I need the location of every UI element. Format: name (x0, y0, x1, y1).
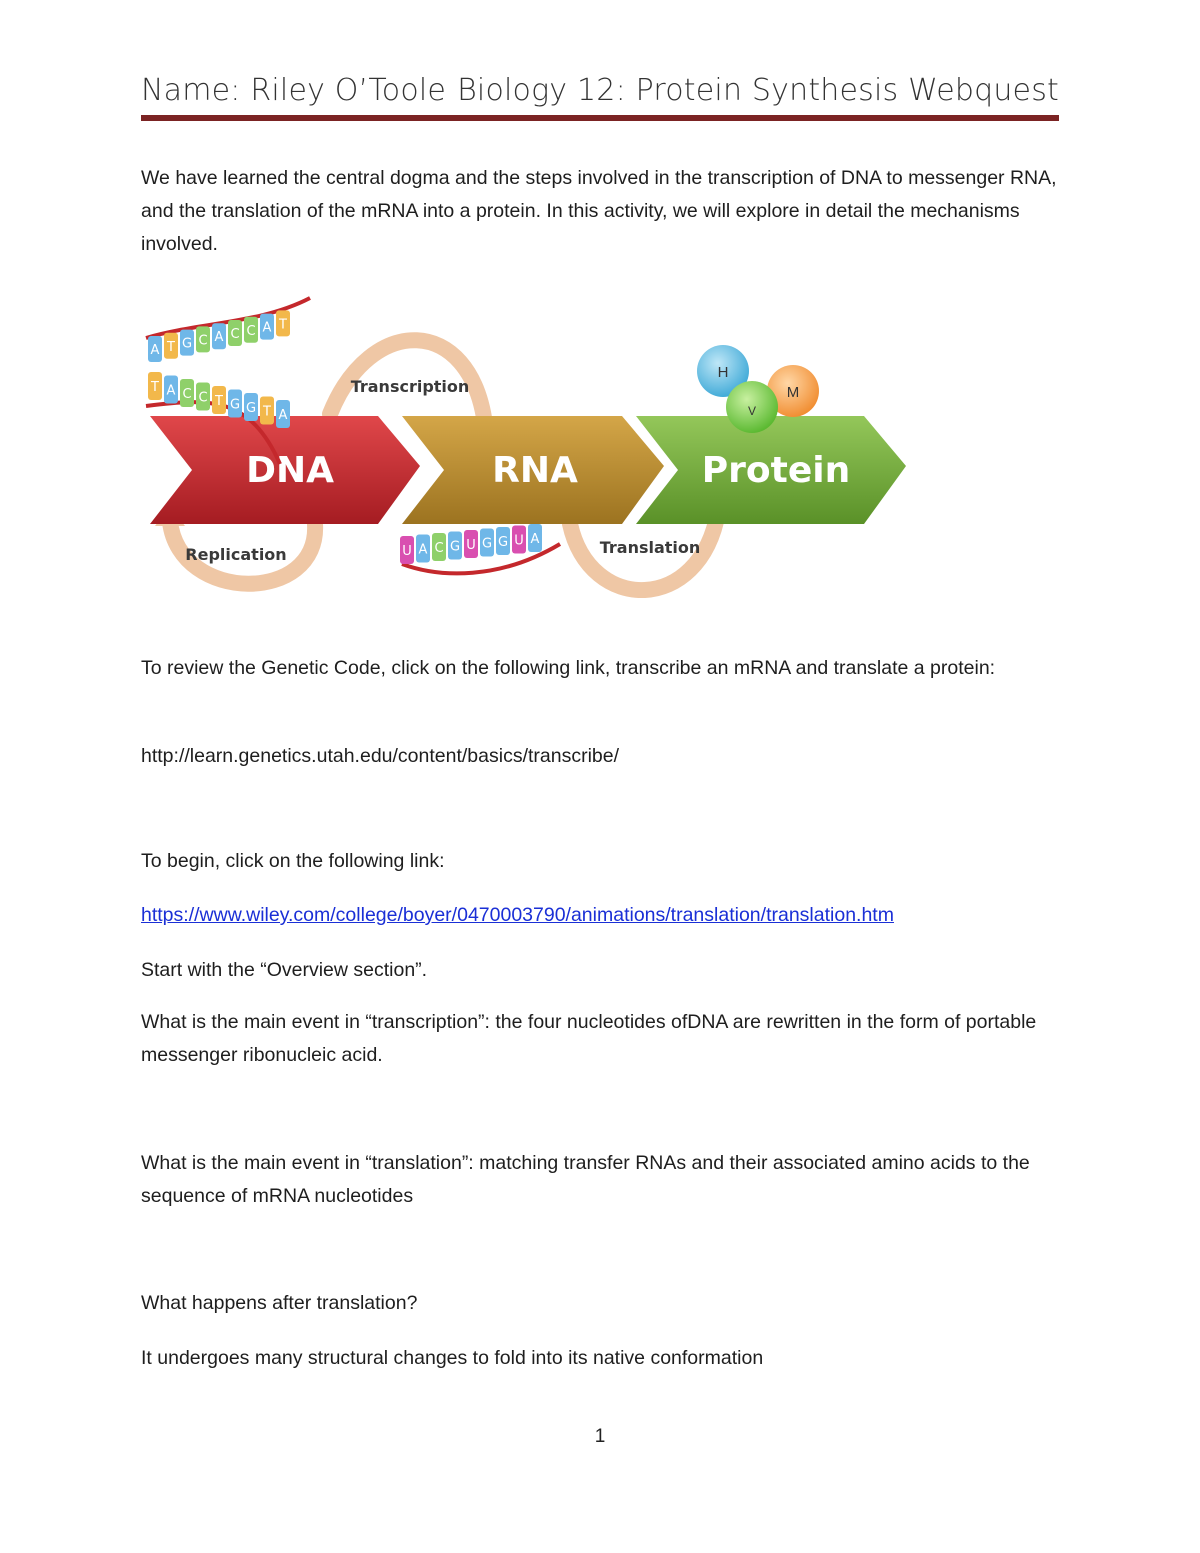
after-translation-answer: It undergoes many structural changes to fold into its native conformation (141, 1347, 764, 1369)
nucleotide-letter: A (530, 532, 540, 547)
rna-strand (400, 524, 560, 573)
translation-label: Translation (599, 538, 701, 557)
nucleotide-letter: T (263, 404, 271, 420)
central-dogma-figure (140, 294, 920, 598)
student-name: Name: Riley O’Toole (141, 73, 447, 108)
nucleotide-letter: G (181, 336, 193, 352)
nucleotide-letter: A (214, 330, 224, 346)
begin-link[interactable]: https://www.wiley.com/college/boyer/0470003790/animations/translation/translation.htm (141, 904, 894, 926)
begin-paragraph: To begin, click on the following link: (141, 850, 445, 872)
nucleotide-letter: G (497, 535, 509, 550)
nucleotide-letter: A (418, 542, 428, 558)
page-number: 1 (594, 1426, 606, 1447)
dna-label: DNA (246, 450, 334, 491)
header-rule (141, 115, 1059, 121)
nucleotide-letter: C (198, 333, 208, 349)
nucleotide-letter: C (230, 327, 240, 342)
start-paragraph: Start with the “Overview section”. (141, 959, 428, 981)
after-translation-question: What happens after translation? (141, 1292, 418, 1314)
protein-label: Protein (701, 450, 851, 491)
amino-acid-h-label: H (717, 364, 729, 381)
nucleotide-letter: T (279, 317, 287, 333)
nucleotide-letter: U (466, 538, 476, 553)
nucleotide-letter: A (150, 343, 160, 358)
nucleotide-letter: A (262, 320, 272, 336)
nucleotide-letter: T (167, 339, 175, 355)
nucleotide-letter: T (215, 394, 223, 409)
nucleotide-letter: U (514, 533, 524, 549)
nucleotide-letter: C (182, 387, 192, 402)
page-header (141, 70, 1059, 116)
nucleotide-letter: G (245, 401, 257, 416)
nucleotide-letter: U (402, 544, 412, 559)
amino-acid-m-label: M (786, 384, 800, 401)
nucleotide-letter: C (246, 323, 256, 339)
nucleotide-letter: A (278, 408, 288, 423)
review-paragraph: To review the Genetic Code, click on the following link, transcribe an mRNA and translate a protein: (141, 657, 996, 679)
rna-label: RNA (492, 450, 578, 491)
replication-label: Replication (185, 545, 287, 564)
intro-paragraph: We have learned the central dogma and the steps involved in the transcription of DNA to messenger RNA, and the translation of the mRNA into a protein. In this activity, we will explore in detail the mechanisms involved. (141, 167, 1057, 255)
translation-question: What is the main event in “translation”: matching transfer RNAs and their associated amino acids to the sequence of mRNA nucleotides (141, 1152, 1030, 1207)
nucleotide-letter: A (166, 383, 176, 399)
nucleotide-letter: C (434, 541, 444, 556)
nucleotide-letter: G (481, 536, 493, 552)
nucleotide-letter: T (151, 380, 159, 395)
amino-acid-v-label: V (747, 404, 757, 418)
nucleotide-letter: G (229, 397, 241, 413)
transcription-label: Transcription (350, 377, 470, 396)
review-link[interactable]: http://learn.genetics.utah.edu/content/basics/transcribe/ (141, 745, 620, 767)
course-title: Biology 12: Protein Synthesis Webquest (457, 73, 1059, 108)
transcription-question: What is the main event in “transcription”: the four nucleotides ofDNA are rewritten in the form of portable messenger ribonucleic acid. (141, 1011, 1037, 1066)
nucleotide-letter: G (449, 539, 461, 555)
nucleotide-letter: C (198, 390, 208, 406)
